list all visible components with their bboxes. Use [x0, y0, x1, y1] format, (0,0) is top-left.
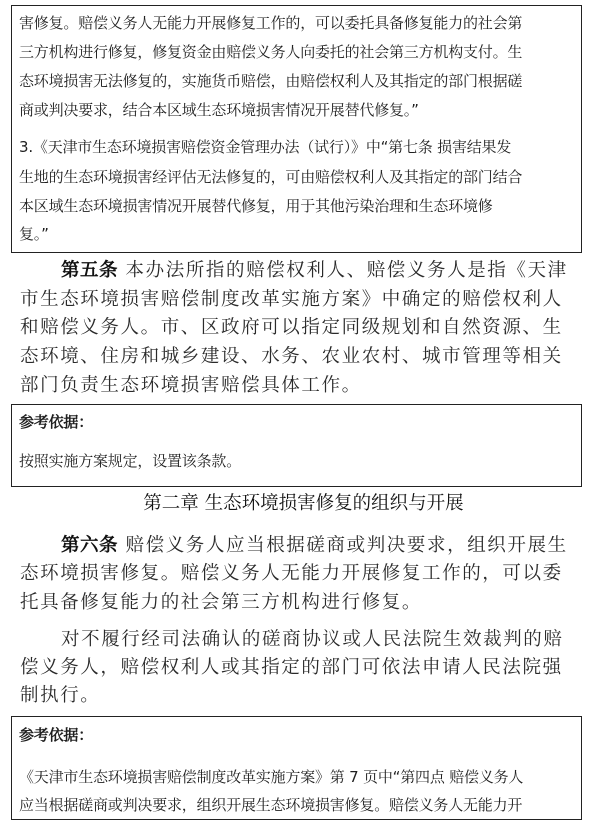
- article6-heading: 第六条: [61, 535, 119, 556]
- article6-line-3: 托具备修复能力的社会第三方机构进行修复。: [20, 592, 423, 613]
- reference-box-1: [11, 5, 582, 253]
- article5-line-4: 态环境、住房和城乡建设、水务、农业农村、城市管理等相关: [20, 346, 563, 367]
- box3-heading: 参考依据：: [19, 726, 94, 744]
- box1-line-7: 本区域生态环境损害情况开展替代修复，用于其他污染治理和生态环境修: [19, 197, 493, 215]
- box3-line-2: 应当根据磋商或判决要求，组织开展生态环境损害修复。赔偿义务人无能力开: [19, 796, 523, 814]
- box3-line-1: 《天津市生态环境损害赔偿制度改革实施方案》第 7 页中“第四点 赔偿义务人: [19, 768, 524, 786]
- reference-box-2: [11, 404, 582, 487]
- article5-line-1: [61, 256, 568, 282]
- box1-line-8: 复。”: [19, 225, 49, 243]
- article6-line-1: [61, 531, 568, 557]
- article5-heading: 第五条: [61, 260, 119, 281]
- box1-line-2: 三方机构进行修复，修复资金由赔偿义务人向委托的社会第三方机构支付。生: [19, 43, 523, 61]
- box1-line-1: 害修复。赔偿义务人无能力开展修复工作的，可以委托具备修复能力的社会第: [19, 14, 523, 32]
- box2-heading: 参考依据：: [19, 413, 94, 431]
- article6-line-2: 态环境损害修复。赔偿义务人无能力开展修复工作的，可以委: [20, 563, 563, 584]
- box2-line-1: 按照实施方案规定，设置该条款。: [19, 452, 242, 470]
- reference-box-3: [11, 716, 582, 820]
- box1-line-3: 态环境损害无法修复的，实施货币赔偿，由赔偿权利人及其指定的部门根据磋: [19, 72, 523, 90]
- article6-line-4: 对不履行经司法确认的磋商协议或人民法院生效裁判的赔: [61, 629, 564, 650]
- article5-line-5: 部门负责生态环境损害赔偿具体工作。: [20, 375, 362, 396]
- article6-line-5: 偿义务人，赔偿权利人或其指定的部门可依法申请人民法院强: [20, 657, 563, 678]
- box1-line-5: 3.《天津市生态环境损害赔偿资金管理办法（试行）》中“第七条 损害结果发: [19, 138, 512, 156]
- box1-line-4: 商或判决要求，结合本区域生态环境损害情况开展替代修复。”: [19, 101, 419, 119]
- article5-line-3: 和赔偿义务人。市、区政府可以指定同级规划和自然资源、生: [20, 317, 563, 338]
- article5-text-1: 本办法所指的赔偿权利人、赔偿义务人是指《天津: [125, 260, 568, 281]
- chapter-title: 第二章 生态环境损害修复的组织与开展: [143, 493, 464, 514]
- article5-line-2: 市生态环境损害赔偿制度改革实施方案》中确定的赔偿权利人: [20, 289, 563, 310]
- article6-text-1: 赔偿义务人应当根据磋商或判决要求，组织开展生: [125, 535, 568, 556]
- article6-line-6: 制执行。: [20, 685, 101, 706]
- box1-line-6: 生地的生态环境损害经评估无法修复的，可由赔偿权利人及其指定的部门结合: [19, 168, 523, 186]
